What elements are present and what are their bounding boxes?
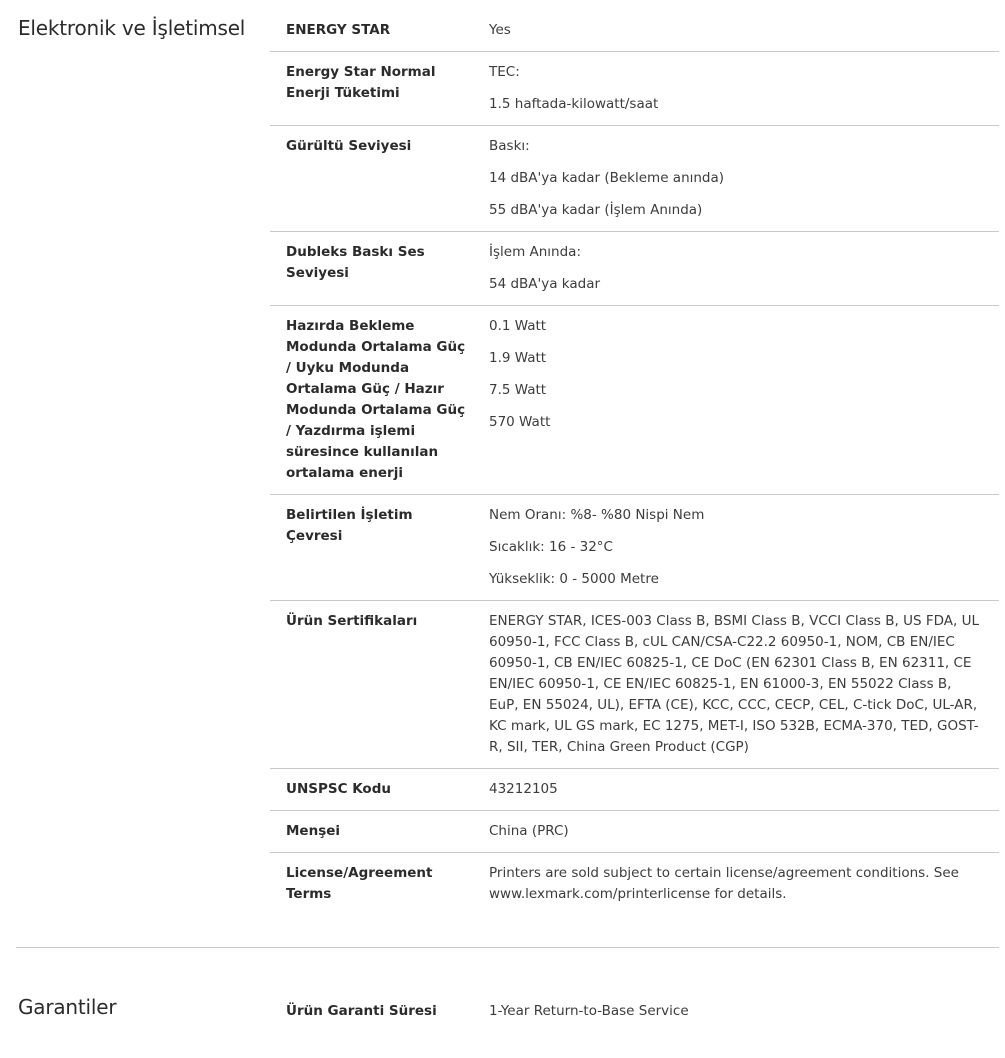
spec-table [270, 991, 999, 1032]
spec-value: Baskı: [489, 138, 530, 154]
spec-value: China (PRC) [489, 823, 569, 839]
spec-row-energy-consumption [270, 52, 999, 126]
spec-value: 1.5 haftada-kilowatt/saat [489, 96, 659, 112]
spec-label: Dubleks Baskı Ses Seviyesi [286, 244, 425, 281]
spec-label: Ürün Sertifikaları [286, 613, 418, 629]
spec-row-noise-level [270, 126, 999, 232]
spec-row-power-consumption [270, 306, 999, 495]
spec-label: Energy Star Normal Enerji Tüketimi [286, 64, 436, 101]
spec-row-duplex-noise [270, 232, 999, 306]
spec-values [489, 316, 984, 484]
spec-values [489, 62, 984, 115]
spec-value: İşlem Anında: [489, 244, 582, 260]
spec-value: 570 Watt [489, 414, 551, 430]
spec-values [489, 611, 984, 758]
spec-value: Sıcaklık: 16 - 32°C [489, 539, 613, 555]
spec-label: Gürültü Seviyesi [286, 138, 412, 154]
spec-value: Yes [489, 22, 511, 38]
spec-value: Yükseklik: 0 - 5000 Metre [489, 571, 659, 587]
spec-value: TEC: [489, 64, 520, 80]
spec-values [489, 20, 984, 41]
spec-values [489, 505, 984, 590]
section-title: Garantiler [18, 995, 117, 1019]
spec-label: Belirtilen İşletim Çevresi [286, 507, 413, 544]
spec-values [489, 821, 984, 842]
spec-value: Printers are sold subject to certain license/agreement conditions. See www.lexmark.com/printerlicense for details. [489, 865, 959, 902]
spec-value: 1-Year Return-to-Base Service [489, 1003, 689, 1019]
spec-label: UNSPSC Kodu [286, 781, 391, 797]
spec-row-energy-star [270, 10, 999, 52]
spec-value: 7.5 Watt [489, 382, 547, 398]
spec-row-unspsc [270, 769, 999, 811]
spec-values [489, 136, 984, 221]
spec-row-license-terms [270, 853, 999, 915]
spec-values [489, 779, 984, 800]
spec-value: 1.9 Watt [489, 350, 547, 366]
spec-value: 14 dBA'ya kadar (Bekleme anında) [489, 170, 725, 186]
spec-label: Ürün Garanti Süresi [286, 1003, 437, 1019]
spec-value: Nem Oranı: %8- %80 Nispi Nem [489, 507, 705, 523]
spec-label: Hazırda Bekleme Modunda Ortalama Güç / Uyku Modunda Ortalama Güç / Hazır Modunda Ortalama Güç / Yazdırma işlemi süresince kullanılan ortalama enerji [286, 318, 466, 481]
spec-values [489, 1001, 984, 1022]
spec-label: ENERGY STAR [286, 22, 391, 38]
section-title: Elektronik ve İşletimsel [18, 16, 246, 40]
spec-table [270, 10, 999, 915]
spec-row-certifications [270, 601, 999, 769]
spec-label: License/Agreement Terms [286, 865, 433, 902]
spec-value: 0.1 Watt [489, 318, 547, 334]
spec-values [489, 242, 984, 295]
spec-row-operating-environment [270, 495, 999, 601]
section-divider [16, 947, 999, 948]
spec-value: 54 dBA'ya kadar [489, 276, 601, 292]
spec-value: ENERGY STAR, ICES-003 Class B, BSMI Class B, VCCI Class B, US FDA, UL 60950-1, FCC Class B, cUL CAN/CSA-C22.2 60950-1, NOM, CB EN/IEC 60950-1, CB EN/IEC 60825-1, CE DoC (EN 62301 Class B, EN 62311, CE EN/IEC 60950-1, CE EN/IEC 60825-1, EN 61000-3, EN 55022 Class B, EuP, EN 55024, UL), EFTA (CE), KCC, CCC, CECP, CEL, C-tick DoC, UL-AR, KC mark, UL GS mark, EC 1275, MET-I, ISO 532B, ECMA-370, TED, GOST-R, SII, TER, China Green Product (CGP) [489, 613, 979, 755]
spec-row-warranty-period [270, 991, 999, 1032]
spec-label: Menşei [286, 823, 341, 839]
spec-values [489, 863, 984, 905]
spec-value: 55 dBA'ya kadar (İşlem Anında) [489, 202, 703, 218]
spec-value: 43212105 [489, 781, 558, 797]
spec-row-origin [270, 811, 999, 853]
